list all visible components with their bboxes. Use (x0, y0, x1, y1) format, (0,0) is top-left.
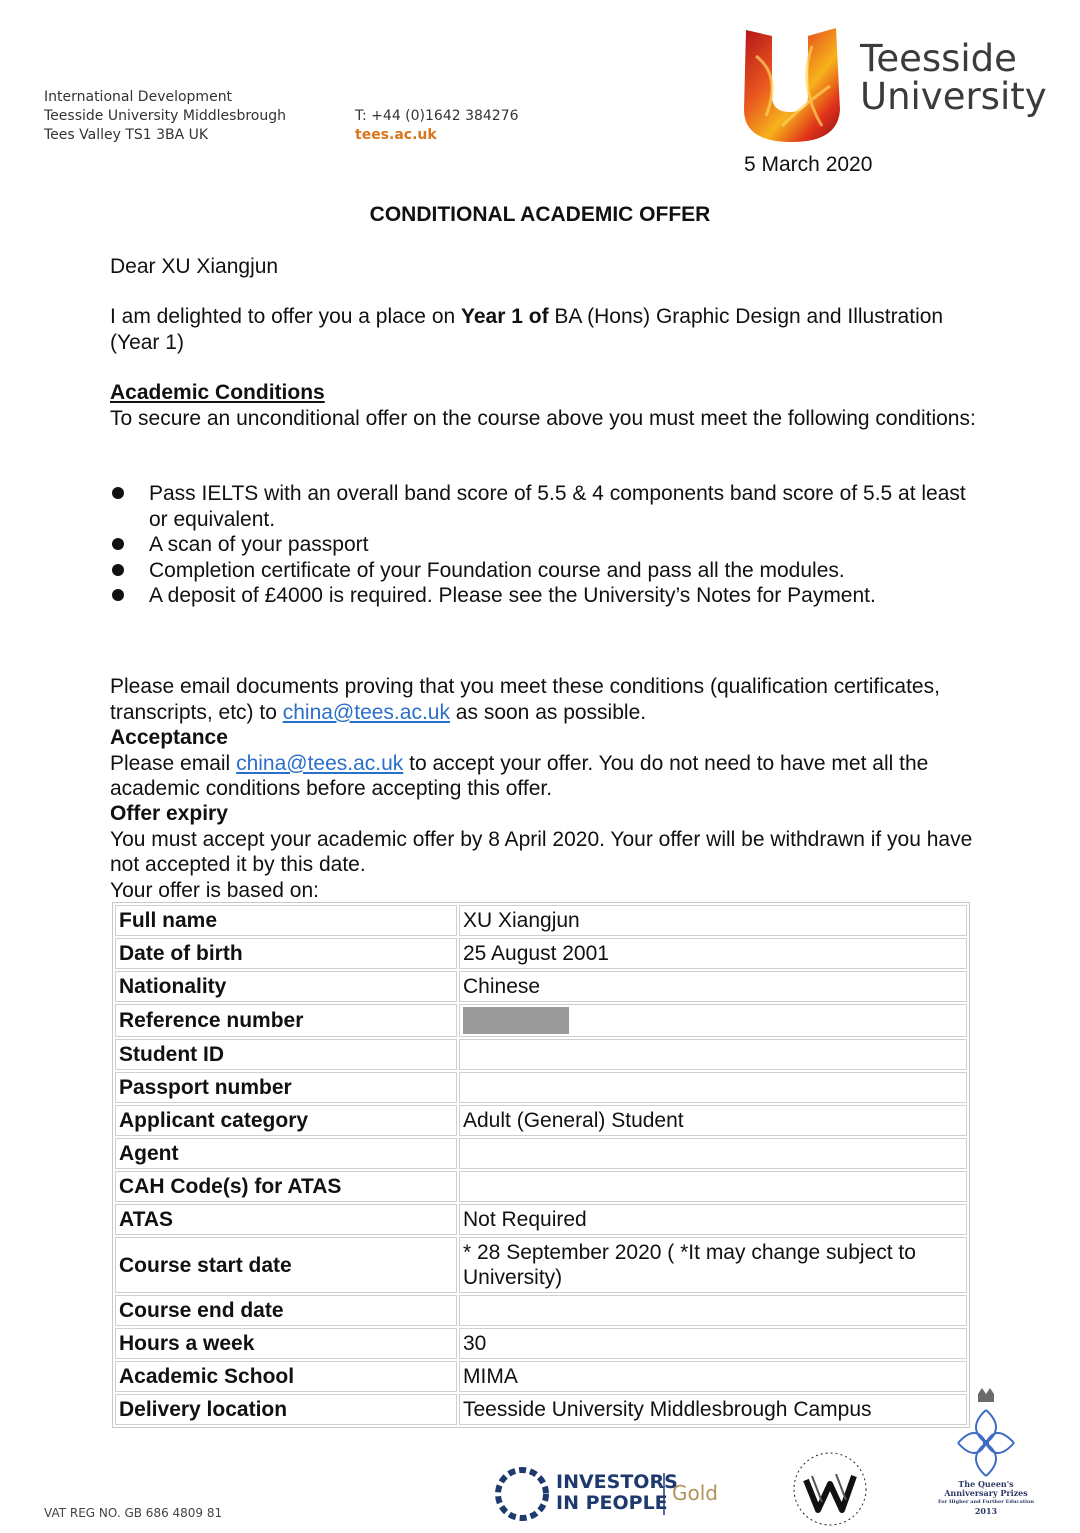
list-item: Pass IELTS with an overall band score of 5.5 & 4 components band score of 5.5 at least or equivalent. (110, 481, 980, 532)
list-item: A scan of your passport (110, 532, 980, 558)
row-value: XU Xiangjun (459, 905, 967, 936)
university-logo-text: Teesside University (860, 37, 1047, 118)
letter-date: 5 March 2020 (744, 153, 873, 176)
row-label: ATAS (115, 1204, 457, 1235)
row-label: Full name (115, 905, 457, 936)
investors-in-people-text: INVESTORS IN PEOPLE (556, 1471, 678, 1514)
row-value: Adult (General) Student (459, 1105, 967, 1136)
row-label: Hours a week (115, 1328, 457, 1359)
row-label: Passport number (115, 1072, 457, 1103)
email-link[interactable]: china@tees.ac.uk (236, 751, 404, 775)
table-row (115, 1361, 967, 1392)
redacted-value (463, 1007, 569, 1034)
offer-paragraph: I am delighted to offer you a place on Year 1 of BA (Hons) Graphic Design and Illustration (Year 1) (110, 305, 944, 354)
row-value: Chinese (459, 971, 967, 1002)
offer-expiry-heading: Offer expiry (110, 802, 228, 825)
table-row (115, 938, 967, 969)
vat-number: VAT REG NO. GB 686 4809 81 (44, 1506, 223, 1520)
positive-about-disabled-people-icon (788, 1450, 872, 1528)
row-label: Nationality (115, 971, 457, 1002)
table-row (115, 1004, 967, 1037)
row-value (459, 1138, 967, 1169)
table-row (115, 1138, 967, 1169)
website-link[interactable]: tees.ac.uk (355, 127, 437, 143)
list-item: A deposit of £4000 is required. Please see the University’s Notes for Payment. (110, 583, 980, 609)
row-value (459, 1004, 967, 1037)
address-line: International Development (44, 89, 233, 105)
row-value: * 28 September 2020 ( *It may change subject to University) (459, 1237, 967, 1293)
row-value: Teesside University Middlesbrough Campus (459, 1394, 967, 1425)
acceptance-text: Please email china@tees.ac.uk to accept your offer. You do not need to have met all the academic conditions before accepting this offer. (110, 751, 929, 800)
gold-label: Gold (672, 1481, 718, 1505)
phone-number: T: +44 (0)1642 384276 (355, 108, 519, 124)
queens-anniversary-text: The Queen's Anniversary Prizes For Higher and Further Education 2013 (937, 1479, 1035, 1516)
offer-expiry-section (110, 801, 980, 903)
row-value: Not Required (459, 1204, 967, 1235)
table-row (115, 1237, 967, 1293)
offer-expiry-text: You must accept your academic offer by 8 April 2020. Your offer will be withdrawn if you have not accepted it by this date. (110, 827, 973, 876)
row-label: Agent (115, 1138, 457, 1169)
table-row (115, 1072, 967, 1103)
documents-paragraph: Please email documents proving that you meet these conditions (qualification certificates, transcripts, etc) to china@tees.ac.uk as soon as possible. (110, 675, 940, 724)
acceptance-heading: Acceptance (110, 726, 228, 749)
row-label: Student ID (115, 1039, 457, 1070)
row-label: Course start date (115, 1237, 457, 1293)
address-line: Teesside University Middlesbrough (44, 108, 286, 124)
email-link[interactable]: china@tees.ac.uk (282, 700, 450, 724)
conditions-list (110, 481, 980, 609)
row-value: MIMA (459, 1361, 967, 1392)
table-row (115, 1171, 967, 1202)
list-item: Completion certificate of your Foundation course and pass all the modules. (110, 558, 980, 584)
table-row (115, 1295, 967, 1326)
row-value (459, 1171, 967, 1202)
table-row (115, 971, 967, 1002)
row-label: Academic School (115, 1361, 457, 1392)
row-label: Date of birth (115, 938, 457, 969)
academic-conditions-intro: To secure an unconditional offer on the course above you must meet the following conditions: (110, 406, 976, 430)
table-row (115, 1039, 967, 1070)
contact-info (355, 107, 519, 145)
table-row (115, 1204, 967, 1235)
bullet-icon (112, 487, 124, 499)
table-row (115, 1105, 967, 1136)
academic-conditions-section (110, 380, 980, 431)
table-row (115, 1394, 967, 1425)
row-value (459, 1295, 967, 1326)
table-row (115, 1328, 967, 1359)
row-value: 30 (459, 1328, 967, 1359)
letter-title: CONDITIONAL ACADEMIC OFFER (369, 203, 711, 226)
bullet-icon (112, 589, 124, 601)
sender-address (44, 88, 286, 145)
row-value (459, 1039, 967, 1070)
row-label: Course end date (115, 1295, 457, 1326)
greeting: Dear XU Xiangjun (110, 255, 279, 278)
bullet-icon (112, 564, 124, 576)
row-label: Reference number (115, 1004, 457, 1037)
offer-based-on: Your offer is based on: (110, 878, 319, 902)
table-row (115, 905, 967, 936)
row-value (459, 1072, 967, 1103)
acceptance-section (110, 725, 980, 802)
row-value: 25 August 2001 (459, 938, 967, 969)
bullet-icon (112, 538, 124, 550)
offer-details-table (112, 902, 970, 1428)
row-label: Delivery location (115, 1394, 457, 1425)
academic-conditions-heading: Academic Conditions (110, 381, 325, 404)
address-line: Tees Valley TS1 3BA UK (44, 127, 209, 143)
row-label: CAH Code(s) for ATAS (115, 1171, 457, 1202)
row-label: Applicant category (115, 1105, 457, 1136)
